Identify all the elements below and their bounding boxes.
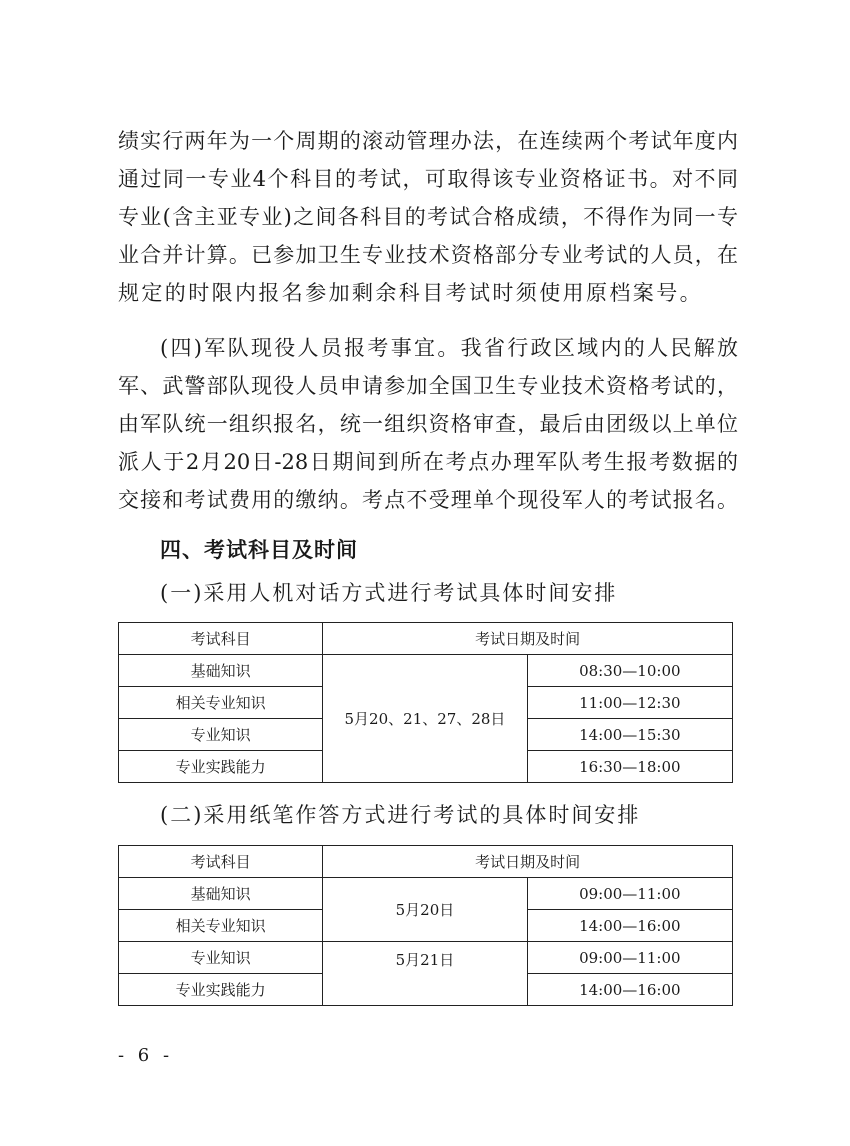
subject-cell: 基础知识 [119, 655, 323, 687]
schedule-table-computer [118, 622, 733, 783]
table2-caption: (二)采用纸笔作答方式进行考试的具体时间安排 [160, 803, 641, 827]
paragraph-line: 业合并计算。已参加卫生专业技术资格部分专业考试的人员，在 [118, 243, 738, 267]
paragraph-line: 由军队统一组织报名，统一组织资格审查，最后由团级以上单位 [118, 412, 738, 436]
time-cell: 09:00—11:00 [527, 942, 732, 974]
date-cell: 5月21日 [323, 942, 527, 1006]
date-cell: 5月20、21、27、28日 [323, 655, 527, 783]
table-header-row [119, 623, 733, 655]
time-cell: 11:00—12:30 [527, 687, 732, 719]
date-cell: 5月20日 [323, 878, 527, 942]
table-header-row [119, 846, 733, 878]
table-row [119, 942, 733, 974]
subject-cell: 专业知识 [119, 719, 323, 751]
section-heading: 四、考试科目及时间 [160, 538, 358, 562]
header-subject: 考试科目 [119, 846, 323, 878]
header-datetime: 考试日期及时间 [323, 846, 733, 878]
paragraph-line: 军、武警部队现役人员申请参加全国卫生专业技术资格考试的， [118, 374, 738, 398]
paragraph-line: 派人于2月20日-28日期间到所在考点办理军队考生报考数据的 [118, 450, 738, 474]
time-cell: 14:00—16:00 [527, 974, 732, 1006]
paragraph-line: (四)军队现役人员报考事宜。我省行政区域内的人民解放 [160, 336, 738, 360]
subject-cell: 专业实践能力 [119, 974, 323, 1006]
paragraph-line: 专业(含主亚专业)之间各科目的考试合格成绩，不得作为同一专 [118, 205, 738, 229]
time-cell: 09:00—11:00 [527, 878, 732, 910]
paragraph-line: 通过同一专业4个科目的考试，可取得该专业资格证书。对不同 [118, 167, 738, 191]
time-cell: 14:00—16:00 [527, 910, 732, 942]
subject-cell: 专业知识 [119, 942, 323, 974]
subject-cell: 专业实践能力 [119, 751, 323, 783]
subject-cell: 相关专业知识 [119, 910, 323, 942]
page-number: - 6 - [118, 1045, 174, 1066]
header-datetime: 考试日期及时间 [323, 623, 733, 655]
table1-caption: (一)采用人机对话方式进行考试具体时间安排 [160, 581, 618, 605]
subject-cell: 相关专业知识 [119, 687, 323, 719]
time-cell: 08:30—10:00 [527, 655, 732, 687]
paragraph-line: 交接和考试费用的缴纳。考点不受理单个现役军人的考试报名。 [118, 488, 738, 512]
paragraph-line: 规定的时限内报名参加剩余科目考试时须使用原档案号。 [118, 281, 703, 305]
time-cell: 14:00—15:30 [527, 719, 732, 751]
time-cell: 16:30—18:00 [527, 751, 732, 783]
header-subject: 考试科目 [119, 623, 323, 655]
schedule-table-paper [118, 845, 733, 1006]
table-row [119, 878, 733, 910]
subject-cell: 基础知识 [119, 878, 323, 910]
table-row [119, 655, 733, 687]
paragraph-line: 绩实行两年为一个周期的滚动管理办法，在连续两个考试年度内 [118, 129, 738, 153]
